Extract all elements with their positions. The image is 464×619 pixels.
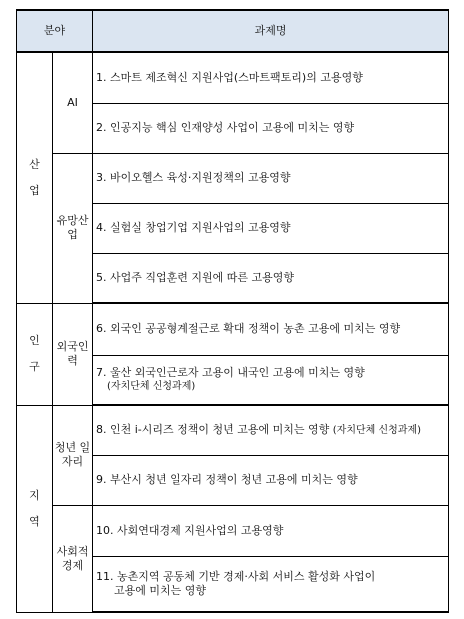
table-row bbox=[17, 303, 449, 355]
task-2: 2. 인공지능 핵심 인재양성 사업이 고용에 미치는 영향 bbox=[93, 103, 449, 153]
task-table bbox=[16, 9, 449, 613]
task-10: 10. 사회연대경제 지원사업의 고용영향 bbox=[93, 505, 449, 556]
section-region: 지 역 bbox=[17, 405, 53, 612]
task-8: 8. 인천 i-시리즈 정책이 청년 고용에 미치는 영향 (자치단체 신청과제) bbox=[93, 405, 449, 455]
subfield-foreign-workforce: 외국인 력 bbox=[53, 303, 93, 405]
header-task: 과제명 bbox=[93, 10, 449, 52]
header-row bbox=[17, 10, 449, 52]
subfield-promising: 유망산 업 bbox=[53, 153, 93, 303]
table-row bbox=[17, 153, 449, 203]
subfield-youth-jobs: 청년 일 자리 bbox=[53, 405, 93, 505]
table-row bbox=[17, 52, 449, 103]
table-row bbox=[17, 505, 449, 556]
task-4: 4. 실험실 창업기업 지원사업의 고용영향 bbox=[93, 203, 449, 253]
task-7: 7. 울산 외국인근로자 고용이 내국인 고용에 미치는 영향 (자치단체 신청과제) bbox=[93, 355, 449, 405]
subfield-ai: AI bbox=[53, 52, 93, 153]
task-1: 1. 스마트 제조혁신 지원사업(스마트팩토리)의 고용영향 bbox=[93, 52, 449, 103]
task-6: 6. 외국인 공공형계절근로 확대 정책이 농촌 고용에 미치는 영향 bbox=[93, 303, 449, 355]
task-3: 3. 바이오헬스 육성·지원정책의 고용영향 bbox=[93, 153, 449, 203]
section-industry: 산 업 bbox=[17, 52, 53, 303]
subfield-social-economy: 사회적 경제 bbox=[53, 505, 93, 612]
task-5: 5. 사업주 직업훈련 지원에 따른 고용영향 bbox=[93, 253, 449, 303]
table-row bbox=[17, 405, 449, 455]
task-11: 11. 농촌지역 공동체 기반 경제·사회 서비스 활성화 사업이 고용에 미치는 영향 bbox=[93, 556, 449, 612]
header-field: 분야 bbox=[17, 10, 93, 52]
section-population: 인 구 bbox=[17, 303, 53, 405]
task-9: 9. 부산시 청년 일자리 정책이 청년 고용에 미치는 영향 bbox=[93, 455, 449, 505]
